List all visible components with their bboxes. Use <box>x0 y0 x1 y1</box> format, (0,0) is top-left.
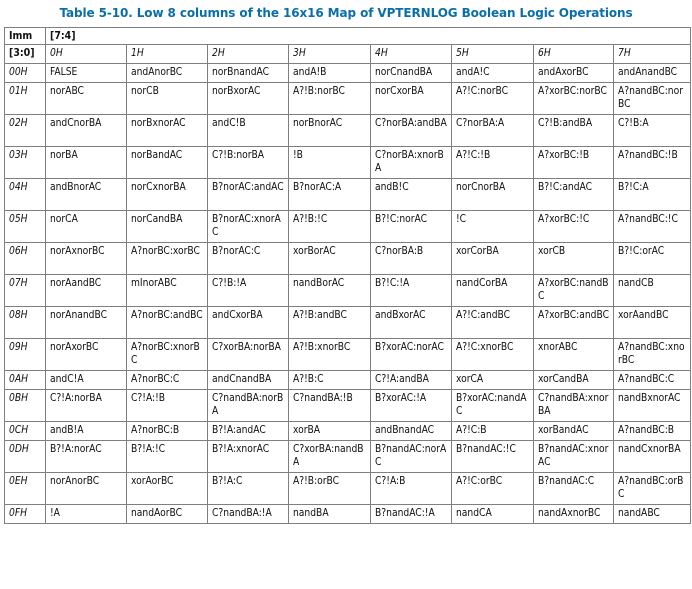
table-row <box>5 211 691 243</box>
bits-3-0-header: [3:0] <box>5 45 46 64</box>
table-cell: andA!B <box>289 64 371 83</box>
table-cell: nandABC <box>614 505 691 524</box>
table-cell: nandCB <box>614 275 691 307</box>
table-cell: norAandBC <box>46 275 127 307</box>
table-cell: xnorABC <box>534 339 614 371</box>
table-cell: andAxorBC <box>534 64 614 83</box>
table-cell: A?!C:norBC <box>452 83 534 115</box>
row-header: 00H <box>5 64 46 83</box>
table-cell: B?!A:xnorAC <box>208 441 289 473</box>
table-cell: norCB <box>127 83 208 115</box>
table-cell: andBxorAC <box>371 307 452 339</box>
table-cell: A?nandBC:orBC <box>614 473 691 505</box>
table-cell: norCnandBA <box>371 64 452 83</box>
table-cell: A?norBC:xorBC <box>127 243 208 275</box>
table-cell: A?xorBC:norBC <box>534 83 614 115</box>
table-cell: norABC <box>46 83 127 115</box>
table-cell: A?nandBC:!C <box>614 211 691 243</box>
row-header: 06H <box>5 243 46 275</box>
row-header: 05H <box>5 211 46 243</box>
table-row <box>5 243 691 275</box>
table-cell: norCA <box>46 211 127 243</box>
table-cell: B?!A:!C <box>127 441 208 473</box>
table-cell: xorCA <box>452 371 534 390</box>
table-cell: nandAorBC <box>127 505 208 524</box>
table-cell: C?nandBA:!A <box>208 505 289 524</box>
table-cell: nandCA <box>452 505 534 524</box>
table-cell: C?!B:norBA <box>208 147 289 179</box>
row-header: 03H <box>5 147 46 179</box>
table-cell: A?xorBC:!C <box>534 211 614 243</box>
table-cell: norCandBA <box>127 211 208 243</box>
table-cell: andCnorBA <box>46 115 127 147</box>
table-cell: nandBxnorAC <box>614 390 691 422</box>
table-cell: A?xorBC:!B <box>534 147 614 179</box>
column-header: 7H <box>614 45 691 64</box>
table-cell: xorCorBA <box>452 243 534 275</box>
table-row <box>5 275 691 307</box>
table-cell: B?!C:!A <box>371 275 452 307</box>
table-row <box>5 473 691 505</box>
table-cell: B?xorAC:norAC <box>371 339 452 371</box>
table-cell: B?!C:A <box>614 179 691 211</box>
column-header: 5H <box>452 45 534 64</box>
table-cell: A?!B:orBC <box>289 473 371 505</box>
table-cell: andA!C <box>452 64 534 83</box>
table-cell: C?!B:A <box>614 115 691 147</box>
table-row <box>5 422 691 441</box>
table-cell: C?norBA:A <box>452 115 534 147</box>
table-row <box>5 441 691 473</box>
table-cell: xorCandBA <box>534 371 614 390</box>
table-cell: B?!A:andAC <box>208 422 289 441</box>
row-header: 02H <box>5 115 46 147</box>
table-cell: xorBorAC <box>289 243 371 275</box>
row-header: 0AH <box>5 371 46 390</box>
table-cell: A?!B:!C <box>289 211 371 243</box>
row-header: 08H <box>5 307 46 339</box>
row-header: 0CH <box>5 422 46 441</box>
column-header: 2H <box>208 45 289 64</box>
table-cell: norAnandBC <box>46 307 127 339</box>
table-caption: Table 5-10. Low 8 columns of the 16x16 Map of VPTERNLOG Boolean Logic Operations <box>59 6 633 20</box>
table-cell: norCxorBA <box>371 83 452 115</box>
row-header: 04H <box>5 179 46 211</box>
table-cell: B?!C:orAC <box>614 243 691 275</box>
table-cell: andB!A <box>46 422 127 441</box>
table-cell: xorAorBC <box>127 473 208 505</box>
row-header: 0FH <box>5 505 46 524</box>
table-cell: C?norBA:xnorBA <box>371 147 452 179</box>
table-cell: norBnandAC <box>208 64 289 83</box>
table-cell: C?nandBA:!B <box>289 390 371 422</box>
column-header: 3H <box>289 45 371 64</box>
table-cell: C?!A:norBA <box>46 390 127 422</box>
table-body <box>5 64 691 524</box>
table-cell: norBxorAC <box>208 83 289 115</box>
table-cell: norAxorBC <box>46 339 127 371</box>
table-cell: A?nandBC:B <box>614 422 691 441</box>
table-cell: B?norAC:C <box>208 243 289 275</box>
header-row-columns <box>5 45 691 64</box>
table-cell: A?nandBC:!B <box>614 147 691 179</box>
table-row <box>5 147 691 179</box>
table-cell: A?!C:andBC <box>452 307 534 339</box>
table-cell: C?nandBA:xnorBA <box>534 390 614 422</box>
row-header: 0DH <box>5 441 46 473</box>
table-cell: B?!A:norAC <box>46 441 127 473</box>
table-cell: !C <box>452 211 534 243</box>
table-row <box>5 115 691 147</box>
table-cell: A?!B:C <box>289 371 371 390</box>
table-cell: C?!B:andBA <box>534 115 614 147</box>
bits-7-4-header: [7:4] <box>46 28 691 45</box>
table-cell: A?!C:xnorBC <box>452 339 534 371</box>
table-cell: A?!B:andBC <box>289 307 371 339</box>
table-cell: A?xorBC:andBC <box>534 307 614 339</box>
table-cell: norBnorAC <box>289 115 371 147</box>
table-cell: B?nandAC:xnorAC <box>534 441 614 473</box>
table-cell: B?xorAC:nandAC <box>452 390 534 422</box>
table-cell: A?!B:norBC <box>289 83 371 115</box>
table-cell: norBxnorAC <box>127 115 208 147</box>
table-cell: nandAxnorBC <box>534 505 614 524</box>
table-cell: andBnandAC <box>371 422 452 441</box>
table-cell: andBnorAC <box>46 179 127 211</box>
table-cell: C?!A:andBA <box>371 371 452 390</box>
vpternlog-map-table <box>4 27 691 524</box>
table-cell: norCnorBA <box>452 179 534 211</box>
table-cell: B?nandAC:!C <box>452 441 534 473</box>
table-cell: B?xorAC:!A <box>371 390 452 422</box>
table-cell: B?!A:C <box>208 473 289 505</box>
table-cell: A?norBC:B <box>127 422 208 441</box>
table-cell: norAxnorBC <box>46 243 127 275</box>
header-row-imm <box>5 28 691 45</box>
table-cell: B?norAC:andAC <box>208 179 289 211</box>
table-cell: C?xorBA:nandBA <box>289 441 371 473</box>
table-cell: C?!A:!B <box>127 390 208 422</box>
row-header: 09H <box>5 339 46 371</box>
table-cell: !A <box>46 505 127 524</box>
table-cell: B?norAC:xnorAC <box>208 211 289 243</box>
column-header: 0H <box>46 45 127 64</box>
table-cell: xorBA <box>289 422 371 441</box>
table-cell: B?nandAC:C <box>534 473 614 505</box>
table-cell: B?!C:norAC <box>371 211 452 243</box>
table-cell: C?!A:B <box>371 473 452 505</box>
table-cell: C?norBA:andBA <box>371 115 452 147</box>
table-cell: B?norAC:A <box>289 179 371 211</box>
table-cell: xorAandBC <box>614 307 691 339</box>
table-cell: A?nandBC:C <box>614 371 691 390</box>
table-cell: norAnorBC <box>46 473 127 505</box>
table-row <box>5 371 691 390</box>
table-cell: A?norBC:andBC <box>127 307 208 339</box>
table-cell: andB!C <box>371 179 452 211</box>
table-cell: !B <box>289 147 371 179</box>
table-cell: B?nandAC:norAC <box>371 441 452 473</box>
table-row <box>5 390 691 422</box>
table-cell: andC!A <box>46 371 127 390</box>
imm-header: Imm <box>5 28 46 45</box>
table-row <box>5 307 691 339</box>
column-header: 6H <box>534 45 614 64</box>
table-cell: A?!C:!B <box>452 147 534 179</box>
table-cell: xorCB <box>534 243 614 275</box>
table-cell: andCnandBA <box>208 371 289 390</box>
table-cell: A?norBC:xnorBC <box>127 339 208 371</box>
table-row <box>5 83 691 115</box>
table-cell: nandBA <box>289 505 371 524</box>
table-cell: A?!C:B <box>452 422 534 441</box>
table-cell: B?nandAC:!A <box>371 505 452 524</box>
table-cell: xorBandAC <box>534 422 614 441</box>
column-header: 4H <box>371 45 452 64</box>
table-cell: andCxorBA <box>208 307 289 339</box>
row-header: 01H <box>5 83 46 115</box>
table-cell: C?!B:!A <box>208 275 289 307</box>
table-cell: A?nandBC:xnorBC <box>614 339 691 371</box>
table-cell: mInorABC <box>127 275 208 307</box>
column-header: 1H <box>127 45 208 64</box>
table-cell: A?xorBC:nandBC <box>534 275 614 307</box>
table-row <box>5 179 691 211</box>
table-cell: andAnorBC <box>127 64 208 83</box>
table-cell: C?xorBA:norBA <box>208 339 289 371</box>
row-header: 0BH <box>5 390 46 422</box>
table-cell: C?norBA:B <box>371 243 452 275</box>
table-cell: andC!B <box>208 115 289 147</box>
table-cell: norCxnorBA <box>127 179 208 211</box>
table-cell: nandCxnorBA <box>614 441 691 473</box>
table-cell: A?nandBC:norBC <box>614 83 691 115</box>
row-header: 07H <box>5 275 46 307</box>
table-cell: A?norBC:C <box>127 371 208 390</box>
table-cell: norBandAC <box>127 147 208 179</box>
table-cell: B?!C:andAC <box>534 179 614 211</box>
table-row <box>5 505 691 524</box>
table-cell: nandCorBA <box>452 275 534 307</box>
table-cell: andAnandBC <box>614 64 691 83</box>
table-cell: C?nandBA:norBA <box>208 390 289 422</box>
row-header: 0EH <box>5 473 46 505</box>
table-cell: A?!C:orBC <box>452 473 534 505</box>
table-cell: nandBorAC <box>289 275 371 307</box>
table-row <box>5 64 691 83</box>
table-cell: FALSE <box>46 64 127 83</box>
table-cell: norBA <box>46 147 127 179</box>
table-row <box>5 339 691 371</box>
table-cell: A?!B:xnorBC <box>289 339 371 371</box>
